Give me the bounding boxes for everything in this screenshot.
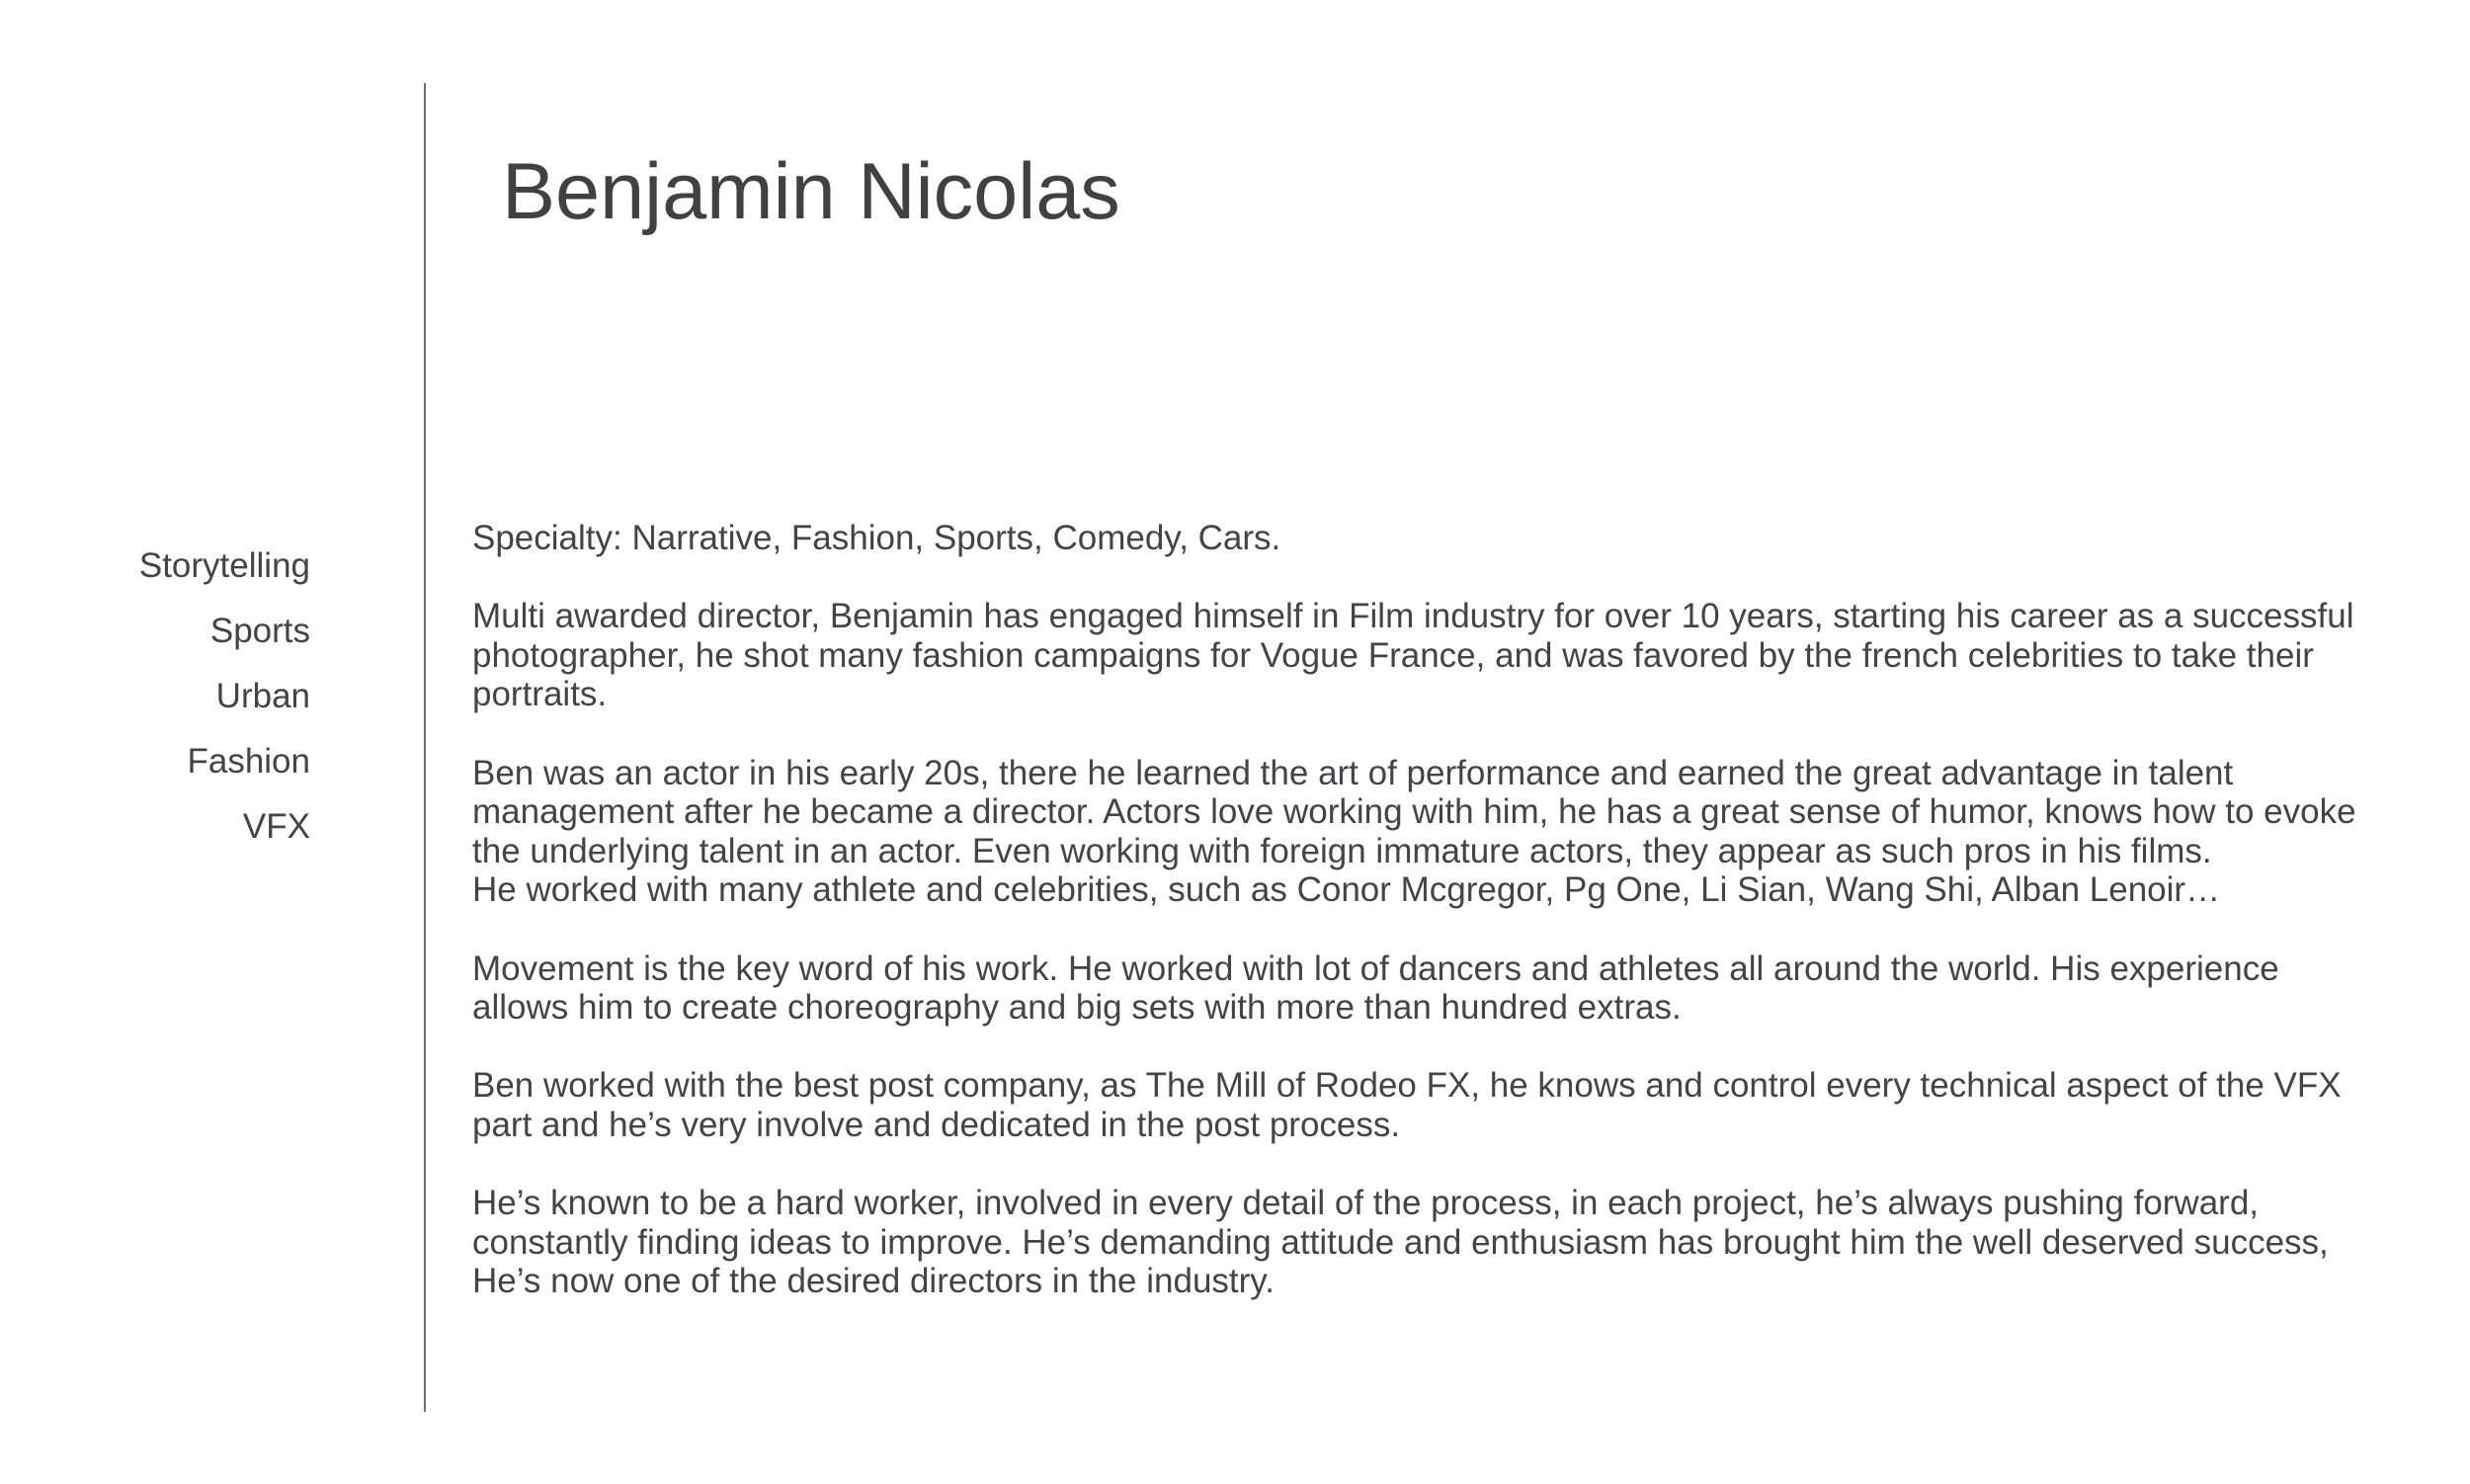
paragraph-line: Movement is the key word of his work. He worked with lot of dancers and athletes all around the world. His experience — [472, 948, 2279, 988]
sidebar-item-fashion[interactable]: Fashion — [187, 742, 310, 781]
bio-paragraph-work-ethic — [472, 1184, 2349, 1301]
sidebar-item-urban[interactable]: Urban — [215, 677, 310, 715]
paragraph-line: Ben worked with the best post company, as The Mill of Rodeo FX, he knows and control every technical aspect of the VFX — [472, 1066, 2342, 1106]
bio-paragraph-career — [472, 597, 2354, 714]
sidebar-item-storytelling[interactable]: Storytelling — [138, 546, 310, 585]
sidebar-nav — [139, 534, 310, 860]
paragraph-line: He’s known to be a hard worker, involved in every detail of the process, in each project, he’s always pushing forward, — [472, 1184, 2260, 1223]
paragraph-line: He’s now one of the desired directors in the industry. — [472, 1262, 1275, 1301]
paragraph-line: Ben was an actor in his early 20s, there he learned the art of performance and earned the great advantage in talent — [472, 753, 2234, 792]
page-title: Benjamin Nicolas — [502, 147, 1120, 236]
specialty-text: Specialty: Narrative, Fashion, Sports, Comedy, Cars. — [472, 519, 1281, 557]
vertical-divider — [424, 83, 426, 1412]
paragraph-line: Multi awarded director, Benjamin has engaged himself in Film industry for over 10 years, starting his career as a successful — [472, 597, 2354, 636]
paragraph-line: management after he became a director. Actors love working with him, he has a great sense of humor, knows how to evoke — [472, 792, 2356, 832]
bio-content — [472, 519, 2356, 1340]
bio-paragraph-vfx — [472, 1066, 2349, 1144]
paragraph-line: portraits. — [472, 675, 608, 714]
paragraph-line: photographer, he shot many fashion campaigns for Vogue France, and was favored by the french celebrities to take their — [472, 635, 2314, 675]
specialty-paragraph — [472, 519, 2349, 558]
sidebar-item-vfx[interactable]: VFX — [242, 807, 310, 846]
paragraph-line: the underlying talent in an actor. Even working with foreign immature actors, they appear as such pros in his films. — [472, 831, 2212, 870]
paragraph-line: allows him to create choreography and big sets with more than hundred extras. — [472, 988, 1682, 1028]
bio-paragraph-movement — [472, 949, 2349, 1028]
bio-paragraph-actor — [472, 753, 2356, 910]
paragraph-line: part and he’s very involve and dedicated in the post process. — [472, 1105, 1401, 1144]
paragraph-line: constantly finding ideas to improve. He’s demanding attitude and enthusiasm has brought him the well deserved success, — [472, 1222, 2329, 1262]
sidebar-item-sports[interactable]: Sports — [209, 612, 310, 650]
paragraph-line: He worked with many athlete and celebrities, such as Conor Mcgregor, Pg One, Li Sian, Wang Shi, Alban Lenoir… — [472, 870, 2221, 910]
